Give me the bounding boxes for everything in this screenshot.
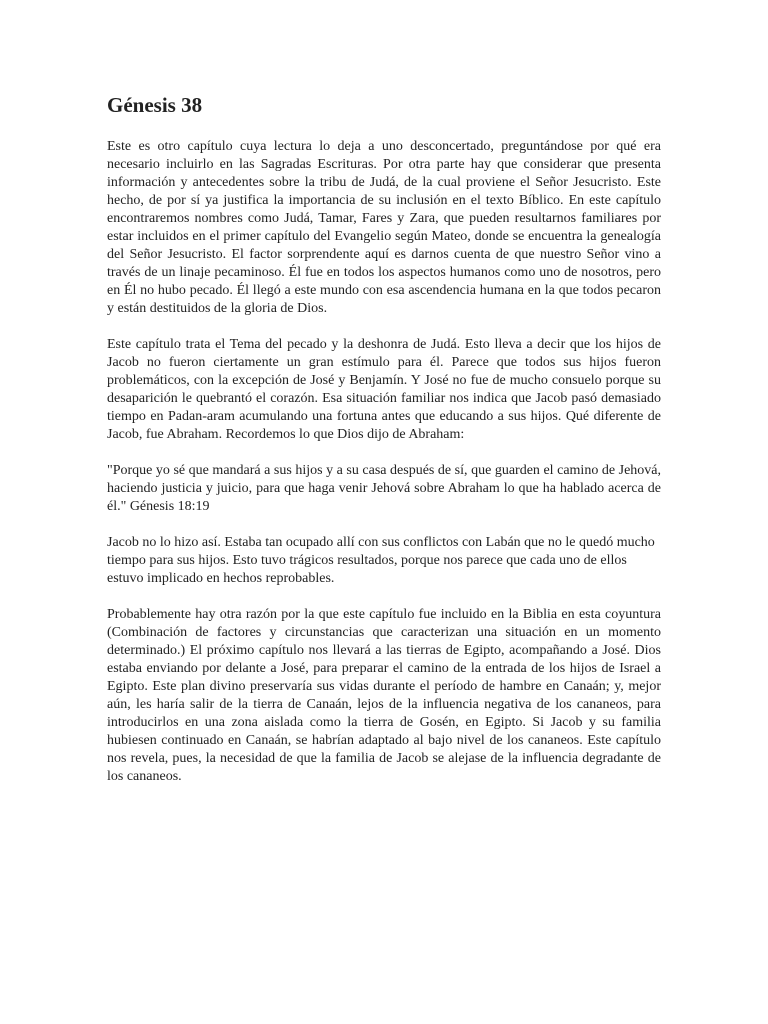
paragraph-another-reason: Probablemente hay otra razón por la que este capítulo fue incluido en la Biblia en esta coyuntura (Combinación de factores y circunstancias que caracterizan una situación en un momento determinado.) El próximo capítulo nos llevará a las tierras de Egipto, acompañando a José. Dios estaba enviando por delante a José, para preparar el camino de la entrada de los hijos de Israel a Egipto. Este plan divino preservaría sus vidas durante el período de hambre en Canaán; y, mejor aún, les haría salir de la tierra de Canaán, lejos de la influencia negativa de los cananeos, para introducirlos en una zona aislada como la tierra de Gosén, en Egipto. Si Jacob y su familia hubiesen continuado en Canaán, se habrían adaptado al bajo nivel de los cananeos. Este capítulo nos revela, pues, la necesidad de que la familia de Jacob se alejase de la influencia degradante de los cananeos. bbox=[107, 607, 661, 784]
paragraph-sin-of-judah: Este capítulo trata el Tema del pecado y la deshonra de Judá. Esto lleva a decir que los hijos de Jacob no fueron ciertamente un gran estímulo para él. Parece que todos sus hijos fueron problemáticos, con la excepción de José y Benjamín. Y José no fue de mucho consuelo porque su desaparición le quebrantó el corazón. Esa situación familiar nos indica que Jacob pasó demasiado tiempo en Padan-aram acumulando una fortuna antes que educando a sus hijos. Qué diferente de Jacob, fue Abraham. Recordemos lo que Dios dijo de Abraham: bbox=[107, 337, 661, 442]
document-page bbox=[107, 92, 661, 804]
paragraph-jacob-laban: Jacob no lo hizo así. Estaba tan ocupado allí con sus conflictos con Labán que no le quedó mucho tiempo para sus hijos. Esto tuvo trágicos resultados, porque nos parece que cada uno de ellos estuvo implicado en hechos reprobables. bbox=[107, 535, 655, 586]
paragraph-quote-genesis: "Porque yo sé que mandará a sus hijos y a su casa después de sí, que guarden el camino de Jehová, haciendo justicia y juicio, para que haga venir Jehová sobre Abraham lo que ha hablado acerca de él." Génesis 18:19 bbox=[107, 463, 661, 514]
paragraph-intro: Este es otro capítulo cuya lectura lo deja a uno desconcertado, preguntándose por qué era necesario incluirlo en las Sagradas Escrituras. Por otra parte hay que considerar que presenta información y antecedentes sobre la tribu de Judá, de la cual proviene el Señor Jesucristo. Este hecho, de por sí ya justifica la importancia de su inclusión en el texto Bíblico. En este capítulo encontraremos nombres como Judá, Tamar, Fares y Zara, que pueden resultarnos familiares por estar incluidos en el primer capítulo del Evangelio según Mateo, donde se encuentra la genealogía del Señor Jesucristo. El factor sorprendente aquí es darnos cuenta de que nuestro Señor vino a través de un linaje pecaminoso. Él fue en todos los aspectos humanos como uno de nosotros, pero en Él no hubo pecado. Él llegó a este mundo con esa ascendencia humana en la que todos pecaron y están destituidos de la gloria de Dios. bbox=[107, 139, 661, 316]
page-title: Génesis 38 bbox=[107, 93, 203, 117]
